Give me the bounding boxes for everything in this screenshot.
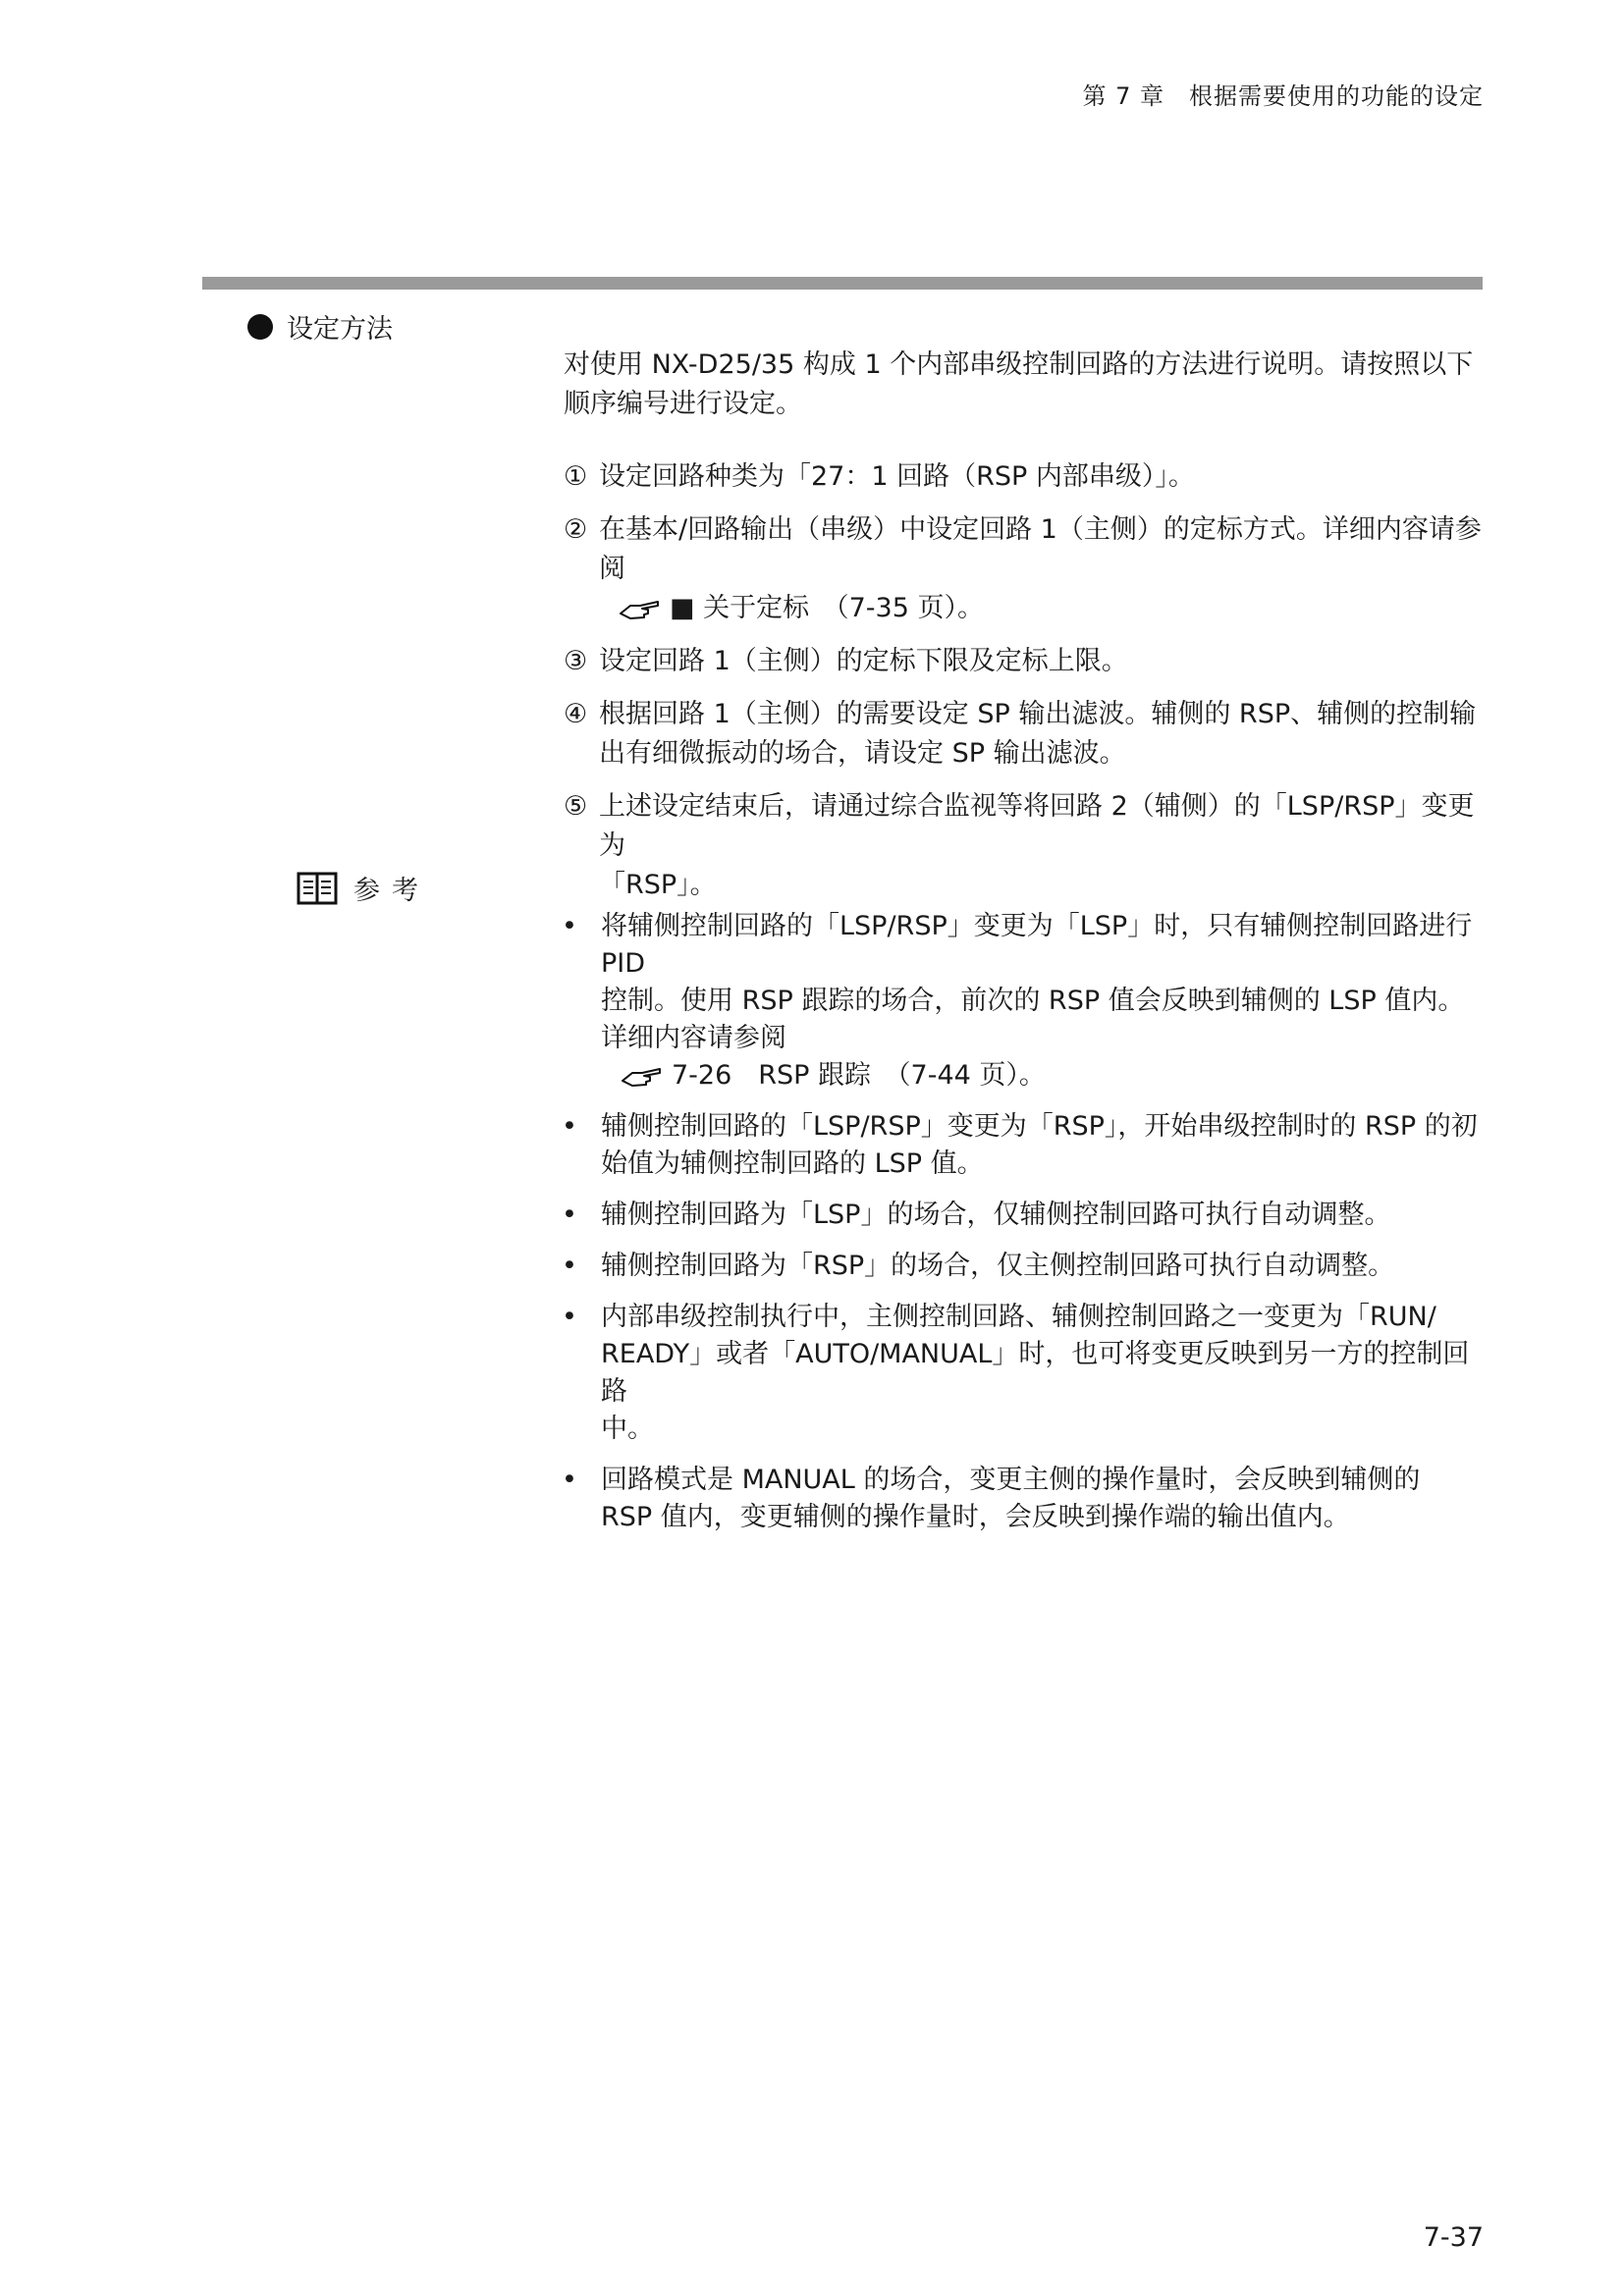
bullet-icon: • bbox=[562, 1251, 577, 1281]
bullet-icon: • bbox=[562, 1465, 577, 1495]
note-text: READY」或者「AUTO/MANUAL」时，也可将变更反映到另一方的控制回路 bbox=[601, 1339, 1470, 1407]
step-number: ④ bbox=[564, 699, 588, 729]
steps-list bbox=[564, 457, 1487, 919]
step-item bbox=[564, 642, 1487, 681]
note-item bbox=[556, 1248, 1487, 1285]
note-item bbox=[556, 1462, 1487, 1536]
intro-line: 顺序编号进行设定。 bbox=[564, 389, 802, 419]
intro-paragraph bbox=[564, 346, 1487, 424]
cross-reference bbox=[601, 1057, 1487, 1095]
step-number: ③ bbox=[564, 646, 588, 676]
step-text: 出有细微振动的场合，请设定 SP 输出滤波。 bbox=[599, 738, 1126, 769]
step-text: 「RSP」。 bbox=[599, 870, 717, 900]
note-text: 始值为辅侧控制回路的 LSP 值。 bbox=[601, 1148, 984, 1179]
reference-heading bbox=[297, 869, 430, 907]
note-text: 控制。使用 RSP 跟踪的场合，前次的 RSP 值会反映到辅侧的 LSP 值内。 bbox=[601, 986, 1465, 1016]
note-item bbox=[556, 1299, 1487, 1448]
note-item bbox=[556, 1108, 1487, 1183]
bullet-dot-icon bbox=[247, 314, 273, 340]
step-item bbox=[564, 510, 1487, 628]
bullet-icon: • bbox=[562, 911, 577, 941]
note-text: 辅侧控制回路的「LSP/RSP」变更为「RSP」，开始串级控制时的 RSP 的初 bbox=[601, 1111, 1478, 1142]
note-text: 详细内容请参阅 bbox=[601, 1023, 786, 1053]
note-item bbox=[556, 1197, 1487, 1234]
chapter-header: 第 7 章 根据需要使用的功能的设定 bbox=[1082, 82, 1484, 110]
bullet-icon: • bbox=[562, 1111, 577, 1142]
step-text: 上述设定结束后，请通过综合监视等将回路 2（辅侧）的「LSP/RSP」变更为 bbox=[599, 791, 1475, 861]
reference-title: 参考 bbox=[353, 876, 430, 906]
step-item bbox=[564, 787, 1487, 905]
step-text: 在基本/回路输出（串级）中设定回路 1（主侧）的定标方式。详细内容请参阅 bbox=[599, 514, 1482, 584]
cross-reference bbox=[599, 589, 1487, 628]
pointing-hand-icon bbox=[619, 596, 662, 621]
step-item bbox=[564, 457, 1487, 497]
step-text: 设定回路 1（主侧）的定标下限及定标上限。 bbox=[599, 646, 1128, 676]
note-text: 辅侧控制回路为「LSP」的场合，仅辅侧控制回路可执行自动调整。 bbox=[601, 1200, 1391, 1230]
step-text: 设定回路种类为「27：1 回路（RSP 内部串级）」。 bbox=[599, 461, 1195, 492]
cross-reference-text: ■ 关于定标 （7-35 页）。 bbox=[670, 593, 984, 623]
step-item bbox=[564, 695, 1487, 774]
section-divider bbox=[202, 277, 1483, 290]
section-heading bbox=[247, 307, 393, 346]
open-book-icon bbox=[297, 871, 338, 906]
page-number: 7-37 bbox=[1423, 2222, 1484, 2253]
step-number: ① bbox=[564, 461, 588, 492]
note-text: 中。 bbox=[601, 1414, 654, 1444]
step-number: ② bbox=[564, 514, 588, 545]
note-text: RSP 值内，变更辅侧的操作量时，会反映到操作端的输出值内。 bbox=[601, 1502, 1350, 1532]
note-item bbox=[556, 908, 1487, 1095]
step-text: 根据回路 1（主侧）的需要设定 SP 输出滤波。辅侧的 RSP、辅侧的控制输 bbox=[599, 699, 1477, 729]
bullet-icon: • bbox=[562, 1302, 577, 1332]
note-text: 回路模式是 MANUAL 的场合，变更主侧的操作量时，会反映到辅侧的 bbox=[601, 1465, 1421, 1495]
reference-notes bbox=[556, 908, 1487, 1550]
note-text: 将辅侧控制回路的「LSP/RSP」变更为「LSP」时，只有辅侧控制回路进行 PID bbox=[601, 911, 1473, 979]
bullet-icon: • bbox=[562, 1200, 577, 1230]
cross-reference-text: 7-26 RSP 跟踪 （7-44 页）。 bbox=[672, 1060, 1046, 1091]
step-number: ⑤ bbox=[564, 791, 588, 822]
note-text: 辅侧控制回路为「RSP」的场合，仅主侧控制回路可执行自动调整。 bbox=[601, 1251, 1395, 1281]
note-text: 内部串级控制执行中，主侧控制回路、辅侧控制回路之一变更为「RUN/ bbox=[601, 1302, 1436, 1332]
pointing-hand-icon bbox=[621, 1063, 664, 1089]
section-title: 设定方法 bbox=[287, 314, 393, 345]
intro-line: 对使用 NX-D25/35 构成 1 个内部串级控制回路的方法进行说明。请按照以下 bbox=[564, 349, 1474, 380]
